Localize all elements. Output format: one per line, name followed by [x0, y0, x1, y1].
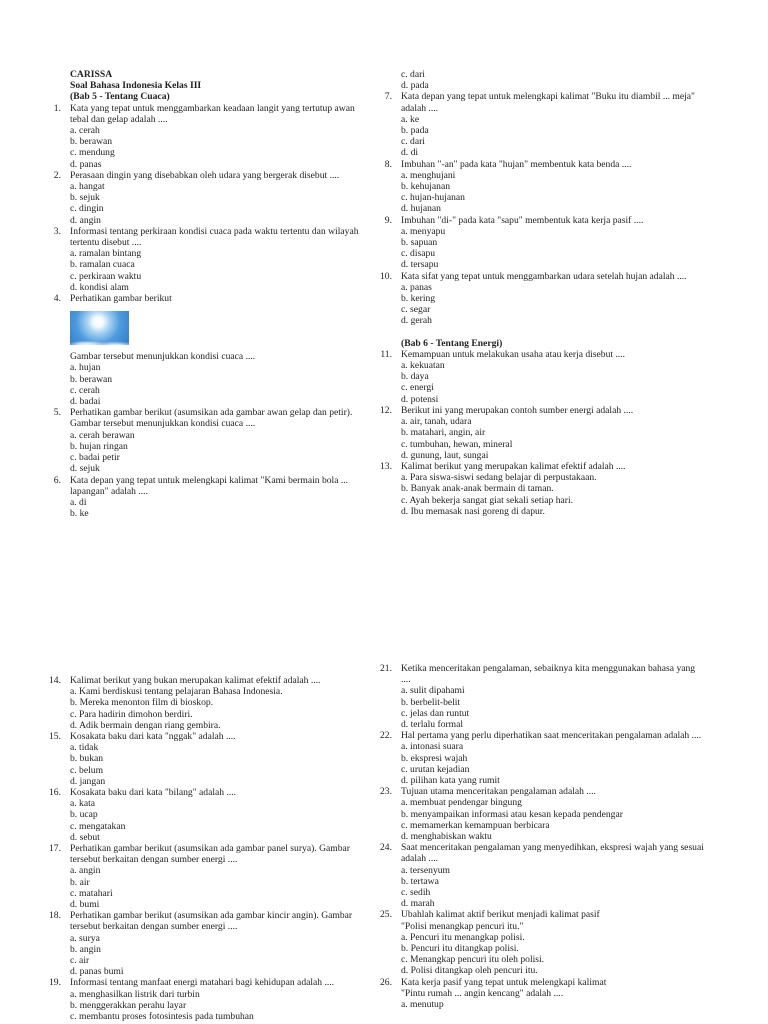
answer-option: c. matahari [70, 887, 113, 899]
answer-option: b. ekspresi wajah [401, 752, 468, 764]
question-list [380, 348, 704, 517]
question-text [49, 843, 365, 866]
question-text [384, 159, 704, 170]
answer-option: d. pada [401, 80, 429, 92]
question-item [380, 909, 704, 977]
sunny-sky-image [70, 311, 129, 345]
student-name: CARISSA [70, 69, 113, 80]
answer-option: b. tertawa [401, 875, 439, 887]
question-number: 7. [384, 91, 392, 103]
answer-option: d. sebut [70, 831, 100, 843]
question-number: 25. [380, 909, 392, 921]
question-number: 11. [380, 348, 392, 360]
answer-option: b. Banyak anak-anak bermain di taman. [401, 483, 554, 495]
question-body: Kalimat berikut yang bukan merupakan kalimat efektif adalah .... [70, 675, 321, 686]
answer-option: b. ramalan cuaca [70, 259, 135, 271]
question-item [49, 675, 365, 731]
answer-option: a. Pencuri itu menangkap polisi. [401, 931, 525, 943]
answer-option: b. air [70, 876, 90, 888]
question-item [49, 977, 365, 1023]
question-text [53, 475, 365, 497]
answer-option: a. intonasi suara [401, 741, 464, 753]
answer-option: b. sapuan [401, 237, 438, 249]
answer-option: a. tidak [70, 742, 99, 754]
question-number: 23. [380, 786, 392, 798]
question-item [53, 170, 365, 226]
answer-option: b. ucap [70, 809, 98, 821]
question-number: 9. [384, 214, 392, 226]
question-body: Kata yang tepat untuk menggambarkan keadaan langit yang tertutup awan tebal dan gelap adalah .... [70, 102, 355, 125]
question-text [53, 407, 365, 429]
answer-option: a. menghujani [401, 169, 456, 181]
question-text [380, 663, 704, 686]
question-text [49, 787, 365, 799]
question-body: Perasaan dingin yang disebabkan oleh udara yang bergerak disebut .... [70, 169, 340, 181]
document-title: Soal Bahasa Indonesia Kelas III [70, 80, 202, 92]
question-number: 12. [380, 404, 392, 416]
question-body: Berikut ini yang merupakan contoh sumber energi adalah .... [401, 404, 634, 416]
question-number: 15. [49, 731, 61, 743]
question-body: Perhatikan gambar berikut [70, 293, 172, 305]
answer-option: d. panas [70, 158, 102, 170]
question-item [380, 348, 704, 405]
question-number: 26. [380, 976, 392, 988]
answer-option: a. hangat [70, 181, 105, 193]
answer-option: c. dingin [70, 203, 104, 215]
question-text [380, 348, 704, 360]
question-item [380, 842, 704, 910]
question-text [380, 404, 704, 416]
answer-option: b. Pencuri itu ditangkap polisi. [401, 943, 519, 955]
question-number: 2. [53, 169, 61, 181]
answer-option: c. memamerkan kemampuan berbicara [401, 819, 550, 831]
answer-option: c. membantu proses fotosintesis pada tumbuhan [70, 1011, 254, 1023]
question-text [384, 91, 704, 113]
answer-option: b. berbelit-belit [401, 696, 461, 708]
answer-option: d. panas bumi [70, 966, 124, 978]
answer-option: a. Para siswa-siswi sedang belajar di perpustakaan. [401, 472, 597, 484]
question-list [380, 91, 704, 327]
answer-option: d. potensi [401, 393, 439, 405]
answer-option: c. segar [401, 304, 431, 316]
question-text [49, 731, 365, 743]
question-item [53, 407, 365, 474]
question-body: Kalimat berikut yang merupakan kalimat efektif adalah .... [401, 460, 626, 472]
column-bottom-right [380, 663, 704, 1011]
question-list [380, 663, 704, 1011]
answer-option: c. Ayah bekerja sangat giat sekali setiap hari. [401, 494, 574, 506]
question-followup: Gambar tersebut menunjukkan kondisi cuaca .... [70, 351, 256, 363]
question-number: 8. [384, 158, 392, 170]
question-text [53, 170, 365, 181]
answer-option: a. menghasilkan listrik dari turbin [70, 988, 200, 1000]
column-top-left [53, 69, 365, 519]
answer-option: d. hujanan [401, 203, 441, 215]
answer-option: a. hujan [70, 362, 101, 374]
answer-option: a. tersenyum [401, 864, 451, 876]
answer-option: a. menyapu [401, 225, 446, 237]
question-body: Informasi tentang perkiraan kondisi cuaca pada waktu tertentu dan wilayah tertentu disebut .... [70, 225, 359, 249]
answer-option: b. pada [401, 125, 429, 137]
answer-option: d. sejuk [70, 463, 100, 475]
question-number: 22. [380, 730, 392, 742]
question-list [53, 103, 365, 520]
answer-option: d. menghabiskan waktu [401, 831, 492, 843]
answer-option: a. panas [401, 281, 432, 293]
column-bottom-left [49, 675, 365, 1023]
question-body: Kata depan yang tepat untuk melengkapi kalimat "Buku itu diambil ... meja" adalah .... [401, 91, 695, 114]
question-body: Ketika menceritakan pengalaman, sebaiknya kita menggunakan bahasa yang .... [401, 663, 696, 686]
question-body: Hal pertama yang perlu diperhatikan saat menceritakan pengalaman adalah .... [401, 730, 702, 742]
question-item [49, 910, 365, 978]
answer-option: d. angin [70, 214, 101, 226]
answer-option: c. cerah [70, 384, 100, 396]
answer-option: b. menyampaikan informasi atau kesan kepada pendengar [401, 808, 623, 820]
answer-option: d. Ibu memasak nasi goreng di dapur. [401, 505, 545, 517]
question-body: Kemampuan untuk melakukan usaha atau kerja disebut .... [401, 348, 626, 360]
answer-option: c. mendung [70, 147, 115, 159]
chapter-title: (Bab 6 - Tentang Energi) [401, 337, 503, 349]
question-item [380, 460, 704, 517]
answer-option: d. bumi [70, 899, 100, 911]
question-body: Perhatikan gambar berikut (asumsikan ada gambar panel surya). Gambar tersebut berkaitan dengan sumber energi .... [70, 843, 350, 866]
answer-option: a. kata [70, 798, 96, 810]
answer-option: a. angin [70, 865, 101, 877]
question-body: Kata sifat yang tepat untuk menggambarkan udara setelah hujan adalah .... [401, 270, 687, 282]
question-item [384, 91, 704, 158]
question-item [53, 293, 365, 407]
answer-option: a. di [70, 496, 87, 508]
question-number: 19. [49, 977, 61, 989]
answer-option: b. matahari, angin, air [401, 427, 486, 439]
answer-option: a. membuat pendengar bingung [401, 797, 522, 809]
answer-option: d. Polisi ditangkap oleh pencuri itu. [401, 965, 538, 977]
question-number: 5. [53, 407, 61, 419]
answer-option: a. menutup [401, 999, 444, 1011]
answer-option: b. bukan [70, 753, 104, 765]
answer-option: b. berawan [70, 373, 113, 385]
answer-option: d. pilihan kata yang rumit [401, 775, 500, 787]
question-item [49, 787, 365, 843]
answer-option: b. Mereka menonton film di bioskop. [70, 697, 214, 709]
answer-option: c. belum [70, 764, 104, 776]
question-item [380, 663, 704, 731]
question-text [380, 909, 704, 921]
answer-option: d. tersapu [401, 259, 439, 271]
question-item [380, 270, 704, 327]
question-text [53, 226, 365, 248]
question-number: 1. [53, 102, 61, 114]
answer-option: c. tumbuhan, hewan, mineral [401, 438, 513, 450]
question-text [380, 270, 704, 282]
question-number: 17. [49, 843, 61, 855]
answer-option: d. terlalu formal [401, 719, 464, 731]
answer-option: b. menggerakkan perahu layar [70, 999, 187, 1011]
question-body: Tujuan utama menceritakan pengalaman adalah .... [401, 786, 596, 798]
question-text [380, 730, 704, 742]
question-body: Kata depan yang tepat untuk melengkapi kalimat "Kami bermain bola ... lapangan" adalah .... [70, 474, 349, 497]
document-header [53, 69, 365, 103]
answer-option: c. air [70, 955, 90, 967]
question-number: 4. [53, 293, 61, 305]
question-item [384, 159, 704, 215]
answer-option: c. jelas dan runtut [401, 707, 470, 719]
answer-option: d. Adik bermain dengan riang gembira. [70, 719, 221, 731]
answer-option: d. badai [70, 396, 101, 408]
question-body: Saat menceritakan pengalaman yang menyedihkan, ekspresi wajah yang sesuai adalah .... [401, 842, 704, 865]
question-number: 18. [49, 910, 61, 922]
question-item [380, 786, 704, 843]
question-item [380, 404, 704, 461]
question-number: 10. [380, 270, 392, 282]
question-number: 16. [49, 787, 61, 799]
answer-option: c. Para hadirin dimohon berdiri. [70, 708, 193, 720]
question-body: Imbuhan "-an" pada kata "hujan" membentuk kata benda .... [401, 158, 632, 170]
question-text [53, 293, 365, 304]
answer-option: a. cerah [70, 125, 100, 137]
answer-option: b. hujan ringan [70, 440, 128, 452]
question-text [380, 786, 704, 798]
answer-option: a. kekuatan [401, 360, 445, 372]
answer-option: d. kondisi alam [70, 281, 129, 293]
answer-option: c. Menangkap pencuri itu oleh polisi. [401, 954, 545, 966]
cloud-shape [70, 335, 129, 345]
answer-option: b. angin [70, 943, 101, 955]
answer-option: c. mengatakan [70, 820, 126, 832]
answer-option: c. dari [401, 136, 425, 148]
answer-option: c. urutan kejadian [401, 763, 470, 775]
question-text [380, 976, 704, 988]
question-text [49, 675, 365, 686]
continued-options [384, 69, 704, 91]
question-item [53, 475, 365, 520]
question-text [49, 910, 365, 933]
answer-option: c. sedih [401, 887, 431, 899]
answer-option: b. ke [70, 508, 89, 520]
question-number: 13. [380, 460, 392, 472]
answer-option: b. daya [401, 371, 429, 383]
answer-option: a. surya [70, 932, 100, 944]
question-number: 14. [49, 675, 61, 686]
question-number: 3. [53, 225, 61, 237]
answer-option: c. energi [401, 382, 434, 394]
answer-option: b. berawan [70, 136, 113, 148]
quoted-sentence: "Polisi menangkap pencuri itu." [401, 920, 524, 932]
question-body: Ubahlah kalimat aktif berikut menjadi kalimat pasif [401, 909, 600, 921]
answer-option: b. kering [401, 293, 436, 305]
answer-option: b. sejuk [70, 192, 100, 204]
answer-option: d. di [401, 147, 419, 159]
answer-option: b. kehujanan [401, 181, 451, 193]
question-number: 6. [53, 474, 61, 486]
answer-option: c. disapu [401, 248, 436, 260]
answer-option: c. perkiraan waktu [70, 270, 142, 282]
question-text [380, 842, 704, 865]
question-text [380, 460, 704, 472]
answer-option: a. sulit dipahami [401, 685, 465, 697]
answer-option: a. Kami berdiskusi tentang pelajaran Bahasa Indonesia. [70, 686, 283, 698]
question-body: Kosakata baku dari kata "bilang" adalah .... [70, 787, 237, 799]
question-number: 24. [380, 842, 392, 854]
answer-option: a. ke [401, 113, 420, 125]
question-item [49, 843, 365, 911]
answer-option: d. gerah [401, 315, 432, 327]
question-list [49, 675, 365, 1023]
quoted-sentence: "Pintu rumah ... angin kencang" adalah .... [401, 987, 564, 999]
question-body: Informasi tentang manfaat energi matahari bagi kehidupan adalah .... [70, 977, 335, 989]
column-top-right [380, 69, 704, 517]
question-item [384, 215, 704, 271]
question-item [53, 103, 365, 170]
answer-option: d. jangan [70, 775, 106, 787]
question-item [49, 731, 365, 787]
question-body: Kata kerja pasif yang tepat untuk melengkapi kalimat [401, 976, 607, 988]
answer-option: a. air, tanah, udara [401, 416, 472, 428]
answer-option: c. hujan-hujanan [401, 192, 465, 204]
question-item [380, 976, 704, 1011]
answer-option: a. cerah berawan [70, 429, 135, 441]
answer-option: d. gunung, laut, sungai [401, 449, 489, 461]
answer-option: c. badai petir [70, 452, 120, 464]
question-item [53, 226, 365, 293]
question-body: Perhatikan gambar berikut (asumsikan ada gambar awan gelap dan petir). Gambar tersebut menunjukkan kondisi cuaca .... [70, 407, 353, 430]
chapter-title: (Bab 5 - Tentang Cuaca) [70, 91, 170, 103]
question-item [380, 730, 704, 787]
answer-option: c. dari [401, 69, 425, 80]
question-body: Kosakata baku dari kata "nggak" adalah .... [70, 731, 236, 743]
answer-option: a. ramalan bintang [70, 248, 142, 260]
answer-option: d. marah [401, 898, 435, 910]
question-body: Imbuhan "di-" pada kata "sapu" membentuk kata kerja pasif .... [401, 214, 644, 226]
question-number: 21. [380, 663, 392, 674]
question-text [49, 977, 365, 989]
question-body: Perhatikan gambar berikut (asumsikan ada gambar kincir angin). Gambar tersebut berkaitan dengan sumber energi .... [70, 910, 353, 933]
question-text [53, 103, 365, 125]
question-text [384, 215, 704, 226]
